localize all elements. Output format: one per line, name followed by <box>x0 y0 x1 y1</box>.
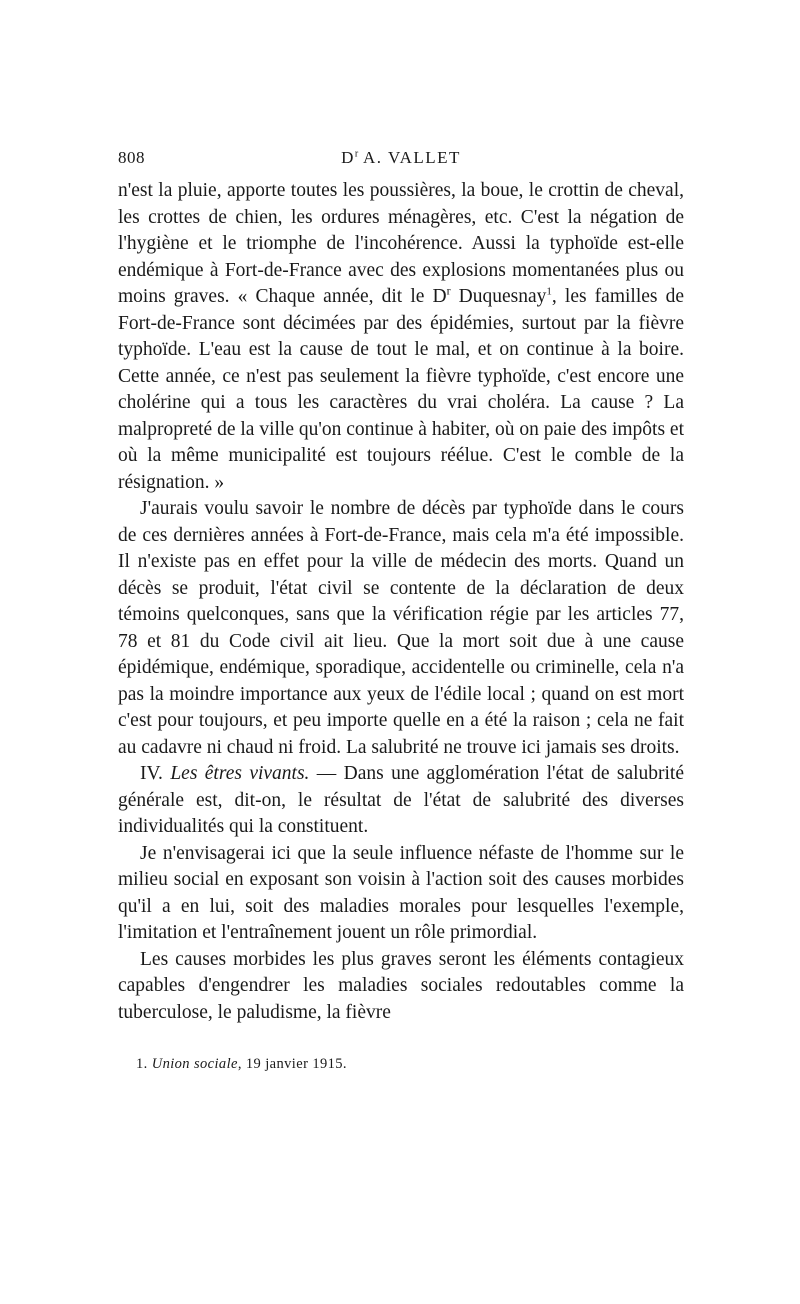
footnote <box>118 1056 684 1073</box>
paragraph-1-part-a: n'est la pluie, apporte toutes les poussières, la boue, le crottin de cheval, les crottes de chien, les ordures ménagères, etc. C'est la négation de l'hygiène et le triomphe de l'incohérence. Aussi la typhoïde est-elle endémique à Fort-de-France avec des explosions momentanées plus ou moins graves. « Chaque année, dit le D <box>118 180 684 307</box>
paragraph-3 <box>118 761 684 841</box>
footnote-number: 1. <box>136 1056 152 1072</box>
running-head <box>118 148 684 168</box>
page-number: 808 <box>118 148 145 167</box>
paragraph-2: J'aurais voulu savoir le nombre de décès par typhoïde dans le cours de ces dernières années à Fort-de-France, mais cela m'a été impossible. Il n'existe pas en effet pour la ville de médecin des morts. Quand un décès se produit, l'état civil se contente de la déclaration de deux témoins quelconques, sans que la vérification régie par les articles 77, 78 et 81 du Code civil ait lieu. Que la mort soit due à une cause épidémique, endémique, sporadique, accidentelle ou criminelle, cela n'a pas la moindre importance aux yeux de l'édile local ; quand on est mort c'est pour toujours, et peu importe quelle en a été la raison ; cela ne fait au cadavre ni chaud ni froid. La salubrité ne trouve ici jamais ses droits. <box>118 498 684 758</box>
footnote-source: Union sociale <box>151 1056 238 1072</box>
paragraph-1-part-c: , les familles de Fort-de-France sont décimées par des épidémies, surtout par la fièvre typhoïde. L'eau est la cause de tout le mal, et on continue à la boire. Cette année, ce n'est pas seulement la fièvre typhoïde, c'est encore une cholérine qui a tous les caractères du vrai choléra. La cause ? La malpropreté de la ville qu'on continue à habiter, où on paie des impôts et où la même municipalité est toujours réélue. C'est le comble de la résignation. » <box>118 286 684 493</box>
running-head-prefix: D <box>341 148 355 167</box>
paragraph-1-part-b: Duquesnay <box>450 286 547 307</box>
footnote-reference[interactable]: 1 <box>546 285 552 298</box>
body-text <box>118 178 684 1026</box>
page-header <box>118 148 684 178</box>
doctor-abbrev-sup: r <box>446 283 451 298</box>
page <box>118 148 684 1073</box>
running-head-sup: r <box>354 148 359 160</box>
paragraph-3-text: — Dans une agglomération l'état de salubrité générale est, dit-on, le résultat de l'état de salubrité des diverses individualités qui la constituent. <box>118 763 684 837</box>
section-title: Les êtres vivants. <box>170 763 310 784</box>
running-head-name: A. VALLET <box>358 148 461 167</box>
section-label: IV. <box>140 763 171 784</box>
paragraph-1 <box>118 178 684 496</box>
paragraph-4: Je n'envisagerai ici que la seule influence néfaste de l'homme sur le milieu social en exposant son voisin à l'action soit des causes morbides qu'il a en lui, soit des maladies morales pour lesquelles l'exemple, l'imitation et l'entraînement jouent un rôle primordial. <box>118 842 684 943</box>
footnote-date: , 19 janvier 1915. <box>237 1056 347 1072</box>
paragraph-5: Les causes morbides les plus graves seront les éléments contagieux capables d'engendrer les maladies sociales redoutables comme la tuberculose, le paludisme, la fièvre <box>118 948 684 1023</box>
